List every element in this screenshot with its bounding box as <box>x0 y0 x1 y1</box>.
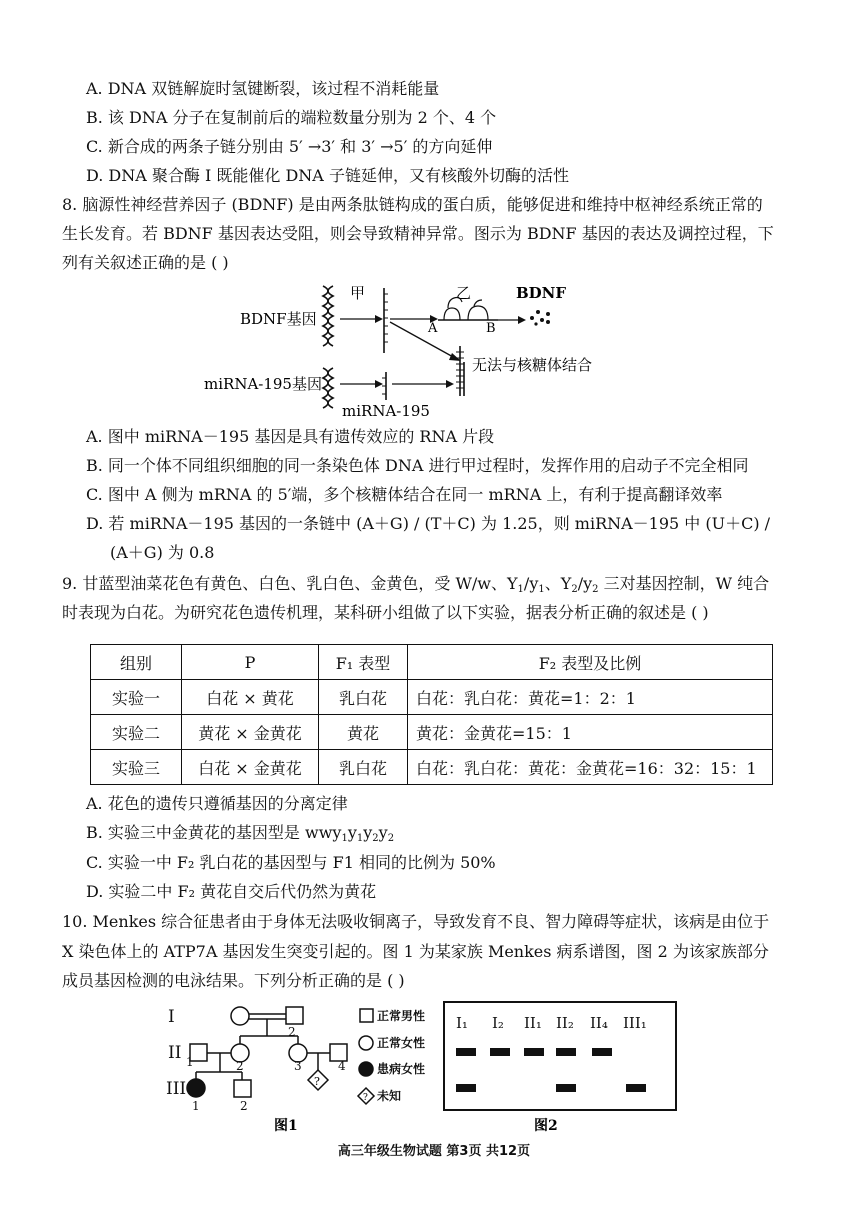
q9-option-d: D. 实验二中 F₂ 黄花自交后代仍然为黄花 <box>86 882 377 901</box>
svg-text:2: 2 <box>288 1025 296 1039</box>
page-footer: 高三年级生物试题 第3页 共12页 <box>337 1144 531 1159</box>
legend-female-icon <box>359 1036 373 1050</box>
q8-stem-line2: 生长发育。若 BDNF 基因表达受阻，则会导致精神异常。图示为 BDNF 基因的表达及调控过程，下 <box>62 224 774 243</box>
gel-band <box>490 1048 510 1056</box>
q9-data-table <box>90 644 773 785</box>
table-cell: 白花 × 金黄花 <box>182 750 319 785</box>
legend-sick-label: 患病女性 <box>377 1062 426 1076</box>
gel-band <box>556 1048 576 1056</box>
gel-band <box>456 1084 476 1092</box>
q9-stem-line2: 时表现为白花。为研究花色遗传机理，某科研小组做了以下实验，据表分析正确的叙述是 ( ) <box>62 603 709 622</box>
table-cell: 实验一 <box>91 680 182 715</box>
jia-label: 甲 <box>350 284 366 302</box>
q10-stem-line1: 10. Menkes 综合征患者由于身体无法吸收铜离子，导致发育不良、智力障碍等症状，该病是由位于 <box>62 912 770 931</box>
q8-option-c: C. 图中 A 侧为 mRNA 的 5′端，多个核糖体结合在同一 mRNA 上，有利于提高翻译效率 <box>86 485 723 504</box>
mirna-195-label: miRNA-195 <box>342 402 430 420</box>
table-cell: 乳白花 <box>319 680 408 715</box>
svg-text:4: 4 <box>338 1059 346 1073</box>
electrophoresis-figure <box>440 1000 680 1136</box>
bdnf-protein-dots <box>530 310 550 326</box>
gel-band <box>456 1048 476 1056</box>
table-cell: 乳白花 <box>319 750 408 785</box>
legend-female-label: 正常女性 <box>377 1036 426 1050</box>
iii1-affected-female <box>187 1079 205 1097</box>
arrow-to-block <box>390 322 455 358</box>
table-header-row <box>91 645 773 680</box>
lane-label: II₁ <box>524 1014 542 1032</box>
side-b-label: B <box>486 321 496 336</box>
bdnf-protein-label: BDNF <box>516 284 567 302</box>
generation-2-label: II <box>168 1043 182 1063</box>
i1-female <box>231 1007 249 1025</box>
bdnf-gene-helix <box>323 286 333 346</box>
q8-option-a: A. 图中 miRNA－195 基因是具有遗传效应的 RNA 片段 <box>86 427 495 446</box>
svg-text:3: 3 <box>294 1059 302 1073</box>
q8-stem-line1: 8. 脑源性神经营养因子 (BDNF) 是由两条肽链构成的蛋白质，能够促进和维持中枢神经系统正常的 <box>62 195 763 214</box>
q7-option-b: B. 该 DNA 分子在复制前后的端粒数量分别为 2 个、4 个 <box>86 108 497 127</box>
lane-label: I₁ <box>456 1014 468 1032</box>
bdnf-gene-label: BDNF基因 <box>240 310 317 328</box>
q7-option-c: C. 新合成的两条子链分别由 5′ →3′ 和 3′ →5′ 的方向延伸 <box>86 137 493 156</box>
gel-band <box>626 1084 646 1092</box>
gel-band <box>592 1048 612 1056</box>
svg-text:1: 1 <box>192 1099 200 1113</box>
legend-unknown-label: 未知 <box>377 1089 402 1103</box>
q7-option-d: D. DNA 聚合酶 I 既能催化 DNA 子链延伸，又有核酸外切酶的活性 <box>86 166 569 185</box>
q9-option-b: B. 实验三中金黄花的基因型是 $wwy_1y_1y_2y_2$ <box>86 823 395 844</box>
gel-band <box>524 1048 544 1056</box>
table-header: P <box>182 645 319 680</box>
table-row <box>91 750 773 785</box>
mirna-gene-helix <box>323 368 333 408</box>
legend-male-label: 正常男性 <box>377 1009 426 1023</box>
table-cell: 实验三 <box>91 750 182 785</box>
table-cell: 黄花 <box>319 715 408 750</box>
yi-label: 乙 <box>456 284 472 302</box>
pedigree-figure <box>160 1000 440 1136</box>
q8-option-b: B. 同一个体不同组织细胞的同一条染色体 DNA 进行甲过程时，发挥作用的启动子不完全相同 <box>86 456 749 475</box>
legend-male-icon <box>360 1009 373 1022</box>
legend-sick-icon <box>359 1062 373 1076</box>
table-cell: 白花：乳白花：黄花：金黄花=16：32：15：1 <box>408 750 773 785</box>
generation-3-label: III <box>166 1079 187 1099</box>
figure-2-caption: 图2 <box>534 1118 558 1134</box>
iii2-male <box>234 1080 251 1097</box>
q10-stem-line3: 成员基因检测的电泳结果。下列分析正确的是 ( ) <box>62 971 405 990</box>
lane-label: II₂ <box>556 1014 574 1032</box>
svg-text:1: 1 <box>186 1055 194 1069</box>
generation-1-label: I <box>168 1007 175 1027</box>
lane-label: III₁ <box>623 1014 647 1032</box>
table-header: 组别 <box>91 645 182 680</box>
table-cell: 黄花：金黄花=15：1 <box>408 715 773 750</box>
svg-text:2: 2 <box>236 1059 244 1073</box>
ribosome-2 <box>468 300 488 320</box>
i2-male <box>286 1007 303 1024</box>
table-row <box>91 715 773 750</box>
svg-text:2: 2 <box>240 1099 248 1113</box>
table-cell: 白花：乳白花：黄花=1：2：1 <box>408 680 773 715</box>
mirna-gene-label: miRNA-195基因 <box>204 375 322 393</box>
unknown-mark: ? <box>314 1075 320 1088</box>
table-row <box>91 680 773 715</box>
svg-text:?: ? <box>363 1093 368 1103</box>
q7-option-a: A. DNA 双链解旋时氢键断裂，该过程不消耗能量 <box>86 79 440 98</box>
table-header: F₂ 表型及比例 <box>408 645 773 680</box>
table-cell: 实验二 <box>91 715 182 750</box>
q8-stem-line3: 列有关叙述正确的是 ( ) <box>62 253 229 272</box>
lane-label: II₄ <box>590 1014 608 1032</box>
q8-option-d-line2: (A＋G) 为 0.8 <box>110 543 215 562</box>
q9-option-c: C. 实验一中 F₂ 乳白花的基因型与 F1 相同的比例为 50% <box>86 853 496 872</box>
q9-option-a: A. 花色的遗传只遵循基因的分离定律 <box>86 794 348 813</box>
table-header: F₁ 表型 <box>319 645 408 680</box>
table-cell: 白花 × 黄花 <box>182 680 319 715</box>
q8-option-d-line1: D. 若 miRNA－195 基因的一条链中 (A＋G) / (T＋C) 为 1.25，则 miRNA－195 中 (U＋C) / <box>86 514 771 533</box>
lane-label: I₂ <box>492 1014 504 1032</box>
side-a-label: A <box>428 321 438 336</box>
figure-1-caption: 图1 <box>274 1118 298 1134</box>
no-ribosome-binding-label: 无法与核糖体结合 <box>472 356 593 374</box>
q10-stem-line2: X 染色体上的 ATP7A 基因发生突变引起的。图 1 为某家族 Menkes 病系谱图，图 2 为该家族部分 <box>62 942 769 961</box>
q9-stem-line1: 9. 甘蓝型油菜花色有黄色、白色、乳白色、金黄色，受 W/w、$Y_1/y_1$、$Y_2/y_2$ 三对基因控制，W 纯合 <box>62 574 770 595</box>
table-cell: 黄花 × 金黄花 <box>182 715 319 750</box>
q8-figure <box>204 278 630 420</box>
gel-band <box>556 1084 576 1092</box>
